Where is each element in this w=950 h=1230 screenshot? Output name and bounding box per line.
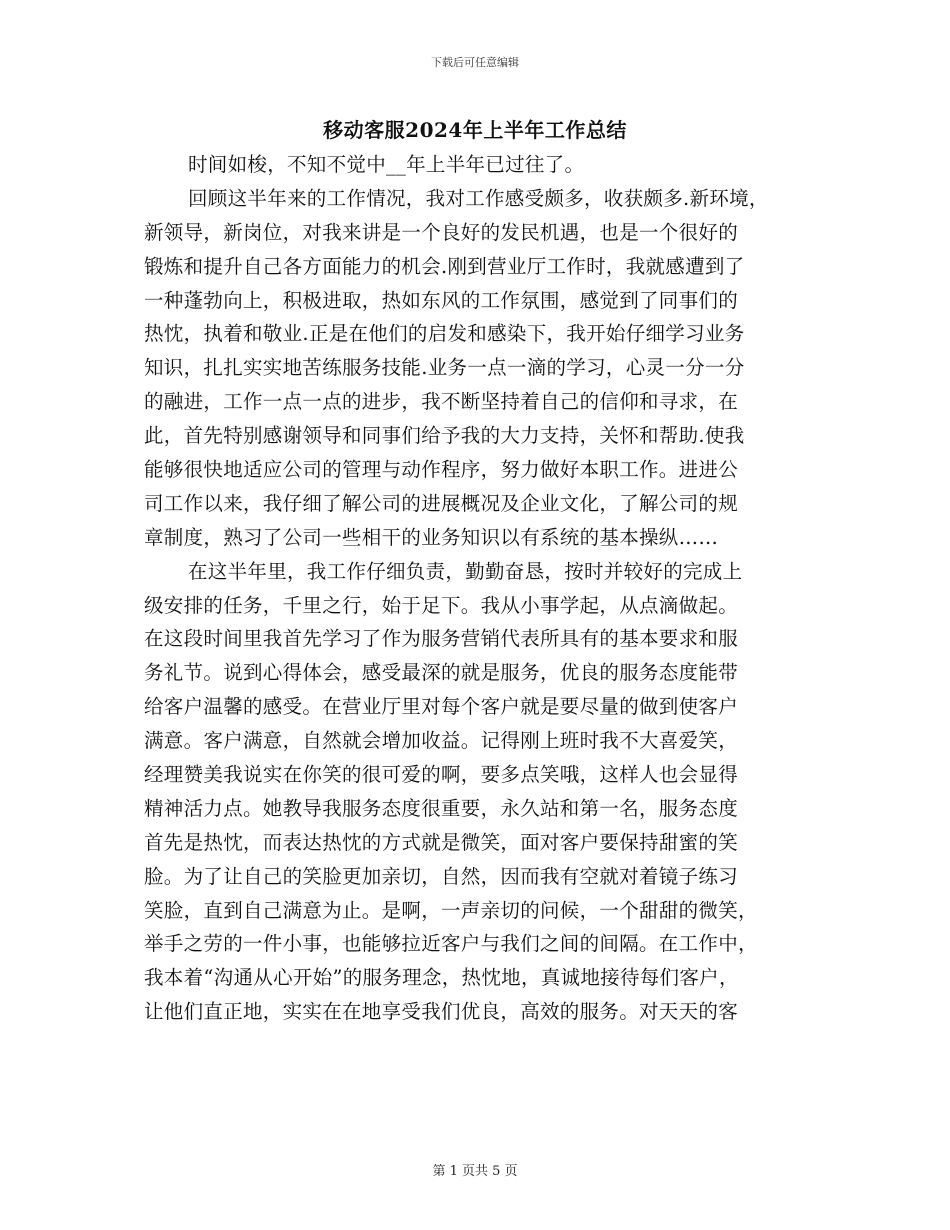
body-line: 章制度，熟习了公司一些相干的业务知识以有系统的基本操纵……	[144, 525, 719, 549]
body-line: 的融进，工作一点一点的进步，我不断坚持着自己的信仰和寻求，在	[144, 390, 739, 414]
body-line: 在这段时间里我首先学习了作为服务营销代表所具有的基本要求和服	[144, 627, 739, 651]
body-line: 能够很快地适应公司的管理与动作程序，努力做好本职工作。进进公	[144, 458, 739, 482]
body-line: 我本着“沟通从心开始”的服务理念，热忱地，真诚地接待每们客户，	[144, 966, 739, 990]
body-line: 让他们直正地，实实在在地享受我们优良，高效的服务。对天天的客	[144, 1000, 739, 1024]
body-line: 笑脸，直到自己满意为止。是啊，一声亲切的问候，一个甜甜的微笑，	[144, 898, 758, 922]
document-title: 移动客服2024年上半年工作总结	[323, 118, 627, 142]
body-line: 经理赞美我说实在你笑的很可爱的啊，要多点笑哦，这样人也会显得	[144, 763, 739, 787]
body-line: 时间如梭，不知不觉中__年上半年已过往了。	[188, 153, 585, 176]
body-line: 新领导，新岗位，对我来讲是一个良好的发民机遇，也是一个很好的	[144, 220, 739, 244]
body-line: 此，首先特别感谢领导和同事们给予我的大力支持，关怀和帮助.使我	[144, 424, 745, 448]
body-line: 锻炼和提升自己各方面能力的机会.刚到营业厅工作时，我就感遭到了	[144, 254, 745, 278]
body-line: 脸。为了让自己的笑脸更加亲切，自然，因而我有空就对着镜子练习	[144, 864, 739, 888]
body-line: 知识，扎扎实实地苦练服务技能.业务一点一滴的学习，心灵一分一分	[144, 356, 745, 380]
body-line: 给客户温馨的感受。在营业厅里对每个客户就是要尽量的做到使客户	[144, 695, 739, 719]
body-line: 级安排的任务，千里之行，始于足下。我从小事学起，从点滴做起。	[144, 593, 739, 617]
body-line: 满意。客户满意，自然就会增加收益。记得刚上班时我不大喜爱笑，	[144, 729, 739, 753]
body-line: 热忱，执着和敬业.正是在他们的启发和感染下，我开始仔细学习业务	[144, 322, 745, 346]
body-line: 精神活力点。她教导我服务态度很重要，永久站和第一名，服务态度	[144, 796, 739, 820]
page-number: 第 1 页共 5 页	[432, 1164, 518, 1179]
body-line: 务礼节。说到心得体会，感受最深的就是服务，优良的服务态度能带	[144, 661, 739, 685]
body-line: 举手之劳的一件小事，也能够拉近客户与我们之间的间隔。在工作中，	[144, 932, 758, 956]
body-line: 司工作以来，我仔细了解公司的进展概况及企业文化，了解公司的规	[144, 491, 739, 515]
body-line: 一种蓬勃向上，积极进取，热如东风的工作氛围，感觉到了同事们的	[144, 288, 739, 312]
body-line: 首先是热忱，而表达热忱的方式就是微笑，面对客户要保持甜蜜的笑	[144, 830, 739, 854]
page-header-note: 下载后可任意编辑	[431, 56, 519, 69]
body-line: 回顾这半年来的工作情况，我对工作感受颇多，收获颇多.新环境，	[188, 186, 769, 210]
document-body	[144, 148, 824, 1029]
body-line: 在这半年里，我工作仔细负责，勤勤奋恳，按时并较好的完成上	[188, 559, 743, 583]
